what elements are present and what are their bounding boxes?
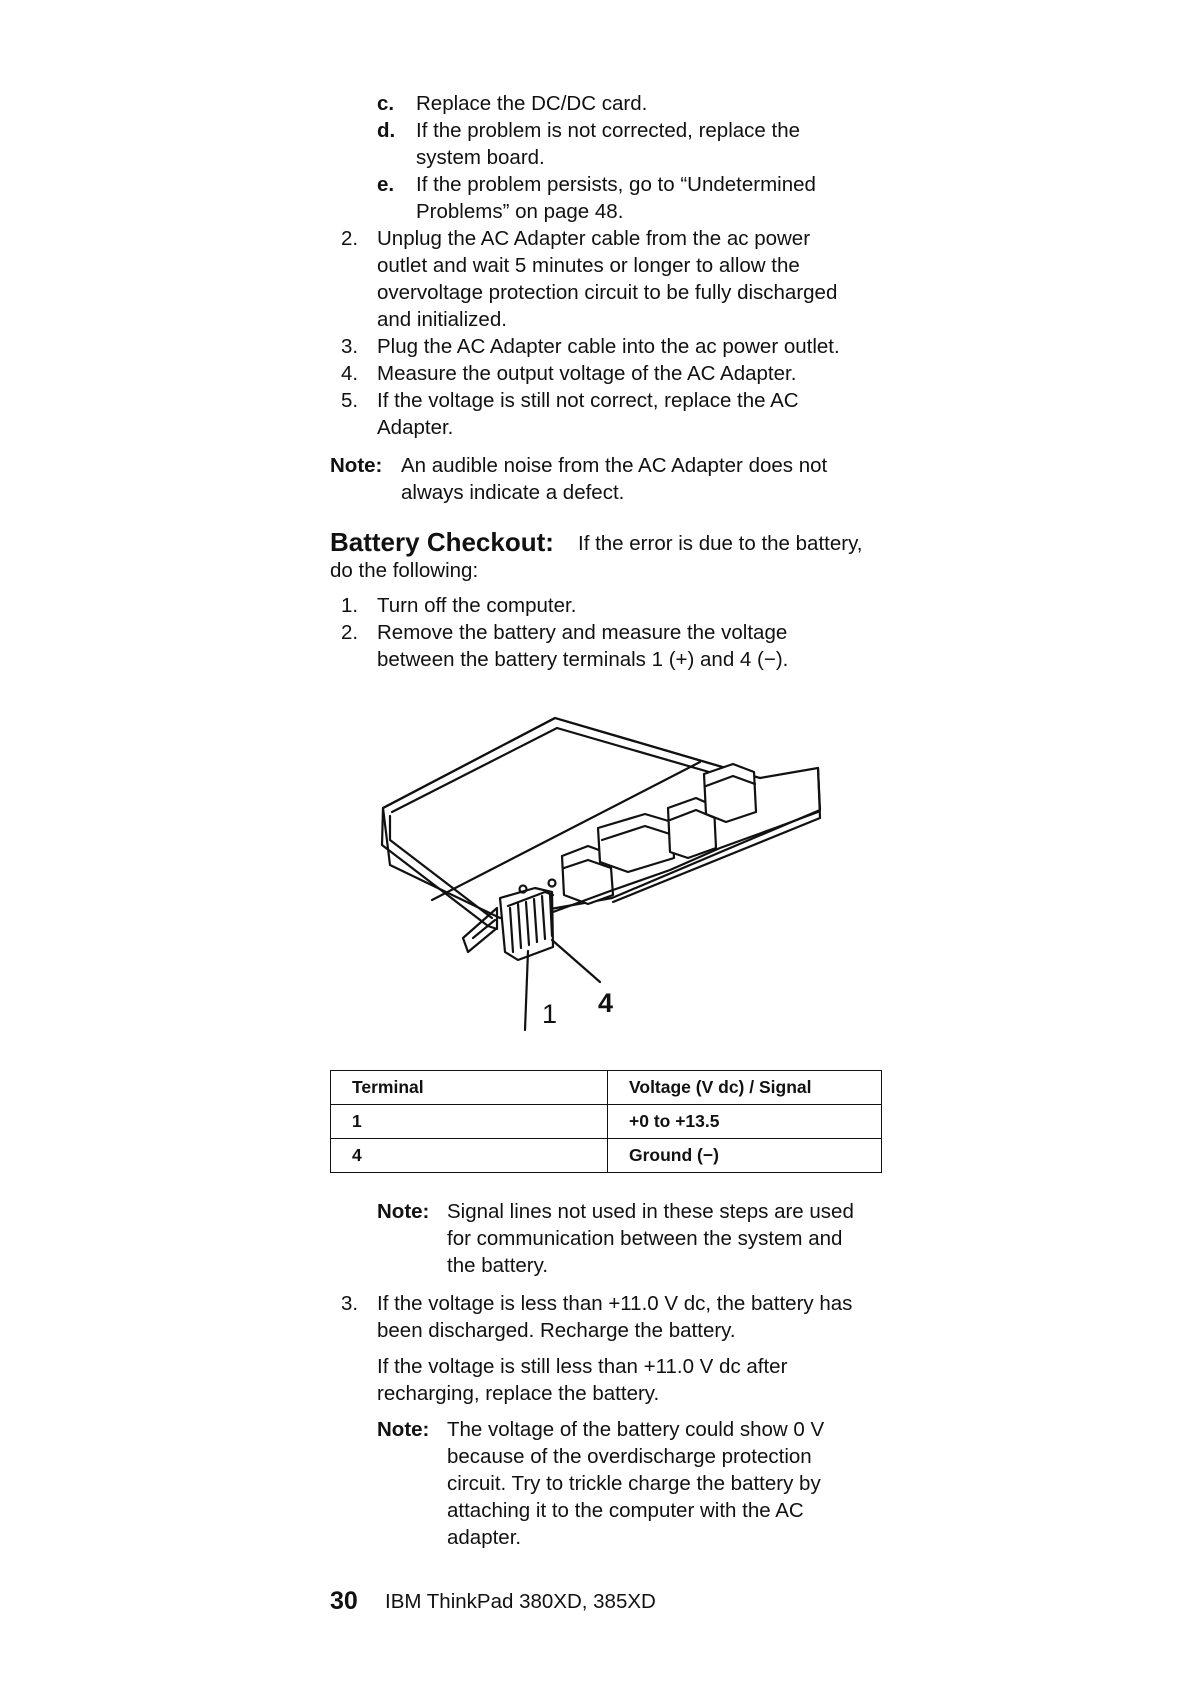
table-header-voltage: Voltage (V dc) / Signal [608, 1071, 882, 1105]
step-text: Turn off the computer. [377, 594, 577, 617]
terminal-voltage-table [330, 1070, 882, 1173]
step-number: 2. [341, 227, 359, 250]
note-text: because of the overdischarge protection [447, 1445, 812, 1468]
note-text: attaching it to the computer with the AC [447, 1499, 804, 1522]
note-text: always indicate a defect. [401, 481, 625, 504]
substep-text: system board. [416, 146, 545, 169]
note-label: Note: [377, 1200, 430, 1223]
step-number: 4. [341, 362, 359, 385]
note-text: An audible noise from the AC Adapter does not [401, 454, 828, 477]
note-text: The voltage of the battery could show 0 V [447, 1418, 825, 1441]
step-number: 1. [341, 594, 359, 617]
section-intro: do the following: [330, 559, 479, 582]
note-text: the battery. [447, 1254, 549, 1277]
step-text: outlet and wait 5 minutes or longer to allow the [377, 254, 800, 277]
table-header-terminal: Terminal [331, 1071, 608, 1105]
table-cell-voltage: Ground (−) [608, 1139, 882, 1173]
step-text: Remove the battery and measure the voltage [377, 621, 788, 644]
substep-text: Replace the DC/DC card. [416, 92, 648, 115]
step-text: Measure the output voltage of the AC Adapter. [377, 362, 797, 385]
step-text: Unplug the AC Adapter cable from the ac power [377, 227, 811, 250]
table-cell-terminal: 1 [331, 1105, 608, 1139]
page-number: 30 [330, 1587, 358, 1615]
table-cell-voltage: +0 to +13.5 [608, 1105, 882, 1139]
note-label: Note: [377, 1418, 430, 1441]
step-text: been discharged. Recharge the battery. [377, 1319, 736, 1342]
substep-letter: c. [377, 92, 395, 115]
note-text: for communication between the system and [447, 1227, 843, 1250]
section-intro: If the error is due to the battery, [578, 532, 863, 555]
step-text: overvoltage protection circuit to be fully discharged [377, 281, 838, 304]
table-cell-terminal: 4 [331, 1139, 608, 1173]
step-text: between the battery terminals 1 (+) and 4 (−). [377, 648, 789, 671]
callout-terminal-4: 4 [598, 988, 614, 1018]
note-text: Signal lines not used in these steps are used [447, 1200, 854, 1223]
table-row [331, 1105, 882, 1139]
step-text: Plug the AC Adapter cable into the ac power outlet. [377, 335, 840, 358]
step-number: 2. [341, 621, 359, 644]
note-label: Note: [330, 454, 383, 477]
table-header-row [331, 1071, 882, 1105]
step-number: 3. [341, 1292, 359, 1315]
callout-terminal-1: 1 [542, 999, 558, 1029]
note-text: adapter. [447, 1526, 522, 1549]
footer-title: IBM ThinkPad 380XD, 385XD [385, 1590, 656, 1613]
step-text: and initialized. [377, 308, 507, 331]
step-text: If the voltage is still less than +11.0 V dc after [377, 1355, 788, 1378]
substep-text: If the problem persists, go to “Undetermined [416, 173, 816, 196]
step-text: Adapter. [377, 416, 454, 439]
note-text: circuit. Try to trickle charge the battery by [447, 1472, 821, 1495]
step-text: If the voltage is less than +11.0 V dc, the battery has [377, 1292, 853, 1315]
table-row [331, 1139, 882, 1173]
battery-illustration [370, 690, 830, 1040]
section-heading: Battery Checkout: [330, 527, 554, 557]
step-number: 5. [341, 389, 359, 412]
substep-letter: d. [377, 119, 396, 142]
step-text: recharging, replace the battery. [377, 1382, 660, 1405]
substep-text: If the problem is not corrected, replace the [416, 119, 801, 142]
step-number: 3. [341, 335, 359, 358]
substep-text: Problems” on page 48. [416, 200, 624, 223]
substep-letter: e. [377, 173, 395, 196]
step-text: If the voltage is still not correct, replace the AC [377, 389, 799, 412]
